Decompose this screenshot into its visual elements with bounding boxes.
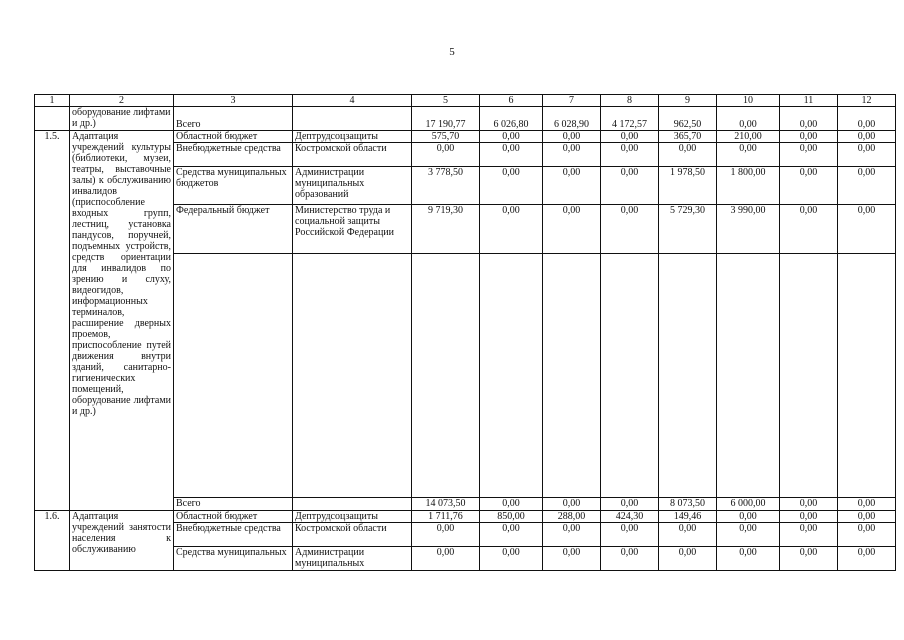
amount-cell: 0,00	[659, 523, 717, 547]
table-row	[35, 107, 896, 131]
executor-cell: Костромской области	[293, 523, 412, 547]
amount-cell: 0,00	[780, 131, 838, 143]
amount-cell: 0,00	[838, 131, 896, 143]
amount-cell: 0,00	[780, 547, 838, 571]
amount-cell: 0,00	[543, 131, 601, 143]
item-description: Адаптация учреждений культуры (библиотеки, музеи, театры, выставочные залы) к обслуживанию инвалидов (приспособление входных групп, лестниц, установка пандусов, поручней, подъемных устройств, средств ориентации для инвалидов по зрению и слуху, видеогидов, информационных терминалов, расширение дверных проемов, приспособление путей движения внутри зданий, санитарно-гигиенических помещений, оборудование лифтами и др.)	[70, 131, 174, 511]
amount-cell	[717, 254, 780, 498]
amount-cell: 0,00	[717, 107, 780, 131]
amount-cell: 0,00	[601, 131, 659, 143]
funding-source: Средства муниципальных	[174, 547, 293, 571]
amount-cell: 288,00	[543, 511, 601, 523]
amount-cell: 0,00	[480, 547, 543, 571]
amount-cell: 0,00	[480, 523, 543, 547]
amount-cell: 6 026,80	[480, 107, 543, 131]
amount-cell: 0,00	[412, 523, 480, 547]
funding-source: Областной бюджет	[174, 131, 293, 143]
column-number: 12	[838, 95, 896, 107]
funding-source: Внебюджетные средства	[174, 523, 293, 547]
amount-cell: 0,00	[412, 547, 480, 571]
amount-cell: 0,00	[717, 143, 780, 167]
amount-cell: 0,00	[780, 498, 838, 511]
funding-source: Внебюджетные средства	[174, 143, 293, 167]
amount-cell: 1 711,76	[412, 511, 480, 523]
column-number: 5	[412, 95, 480, 107]
executor-cell: Администрации муниципальных	[293, 547, 412, 571]
column-number: 6	[480, 95, 543, 107]
column-number-row	[35, 95, 896, 107]
amount-cell: 0,00	[717, 511, 780, 523]
funding-source: Всего	[174, 107, 293, 131]
amount-cell: 3 990,00	[717, 205, 780, 254]
amount-cell: 0,00	[601, 547, 659, 571]
amount-cell: 0,00	[601, 205, 659, 254]
budget-table	[34, 94, 896, 571]
funding-source: Федеральный бюджет	[174, 205, 293, 254]
amount-cell: 0,00	[543, 523, 601, 547]
amount-cell: 0,00	[601, 167, 659, 205]
amount-cell: 0,00	[601, 523, 659, 547]
amount-cell	[601, 254, 659, 498]
page-number: 5	[449, 46, 455, 58]
column-number: 7	[543, 95, 601, 107]
amount-cell: 0,00	[838, 498, 896, 511]
amount-cell: 5 729,30	[659, 205, 717, 254]
amount-cell: 0,00	[480, 498, 543, 511]
column-number: 3	[174, 95, 293, 107]
amount-cell	[780, 254, 838, 498]
amount-cell: 962,50	[659, 107, 717, 131]
amount-cell: 0,00	[659, 547, 717, 571]
amount-cell: 0,00	[780, 523, 838, 547]
funding-source: Средства муниципальных бюджетов	[174, 167, 293, 205]
amount-cell: 0,00	[838, 205, 896, 254]
column-number: 10	[717, 95, 780, 107]
column-number: 1	[35, 95, 70, 107]
amount-cell: 0,00	[543, 547, 601, 571]
funding-source: Всего	[174, 498, 293, 511]
amount-cell: 0,00	[838, 547, 896, 571]
executor-cell	[293, 498, 412, 511]
amount-cell: 0,00	[543, 205, 601, 254]
amount-cell: 575,70	[412, 131, 480, 143]
amount-cell: 424,30	[601, 511, 659, 523]
amount-cell: 0,00	[543, 167, 601, 205]
amount-cell: 0,00	[412, 143, 480, 167]
amount-cell: 17 190,77	[412, 107, 480, 131]
amount-cell: 0,00	[601, 498, 659, 511]
amount-cell: 6 000,00	[717, 498, 780, 511]
amount-cell: 850,00	[480, 511, 543, 523]
executor-cell: Администрации муниципальных образований	[293, 167, 412, 205]
item-number: 1.5.	[35, 131, 70, 511]
amount-cell: 3 778,50	[412, 167, 480, 205]
executor-cell	[293, 107, 412, 131]
amount-cell: 4 172,57	[601, 107, 659, 131]
amount-cell: 0,00	[838, 523, 896, 547]
amount-cell: 0,00	[780, 511, 838, 523]
amount-cell: 0,00	[480, 167, 543, 205]
amount-cell: 1 978,50	[659, 167, 717, 205]
amount-cell: 14 073,50	[412, 498, 480, 511]
amount-cell: 0,00	[780, 107, 838, 131]
item-description: оборудование лифтами и др.)	[70, 107, 174, 131]
funding-source	[174, 254, 293, 498]
amount-cell	[412, 254, 480, 498]
amount-cell: 9 719,30	[412, 205, 480, 254]
amount-cell: 0,00	[601, 143, 659, 167]
amount-cell: 0,00	[717, 523, 780, 547]
funding-source: Областной бюджет	[174, 511, 293, 523]
amount-cell: 0,00	[780, 143, 838, 167]
column-number: 11	[780, 95, 838, 107]
item-description: Адаптация учреждений занятости населения к обслуживанию	[70, 511, 174, 571]
column-number: 8	[601, 95, 659, 107]
amount-cell: 0,00	[838, 107, 896, 131]
amount-cell: 0,00	[480, 143, 543, 167]
amount-cell: 6 028,90	[543, 107, 601, 131]
amount-cell: 0,00	[480, 205, 543, 254]
amount-cell: 0,00	[780, 167, 838, 205]
amount-cell: 0,00	[838, 511, 896, 523]
table-row	[35, 511, 896, 523]
executor-cell	[293, 254, 412, 498]
item-number-cell	[35, 107, 70, 131]
amount-cell: 365,70	[659, 131, 717, 143]
executor-cell: Министерство труда и социальной защиты Российской Федерации	[293, 205, 412, 254]
amount-cell: 149,46	[659, 511, 717, 523]
executor-cell: Дептрудсоцзащиты	[293, 131, 412, 143]
amount-cell	[659, 254, 717, 498]
amount-cell: 8 073,50	[659, 498, 717, 511]
table-row	[35, 131, 896, 143]
column-number: 9	[659, 95, 717, 107]
amount-cell: 0,00	[838, 143, 896, 167]
amount-cell: 0,00	[838, 167, 896, 205]
amount-cell	[543, 254, 601, 498]
column-number: 2	[70, 95, 174, 107]
amount-cell: 0,00	[480, 131, 543, 143]
amount-cell	[480, 254, 543, 498]
executor-cell: Костромской области	[293, 143, 412, 167]
amount-cell: 0,00	[659, 143, 717, 167]
amount-cell	[838, 254, 896, 498]
amount-cell: 0,00	[543, 143, 601, 167]
executor-cell: Дептрудсоцзащиты	[293, 511, 412, 523]
amount-cell: 0,00	[717, 547, 780, 571]
amount-cell: 1 800,00	[717, 167, 780, 205]
amount-cell: 0,00	[780, 205, 838, 254]
amount-cell: 0,00	[543, 498, 601, 511]
item-number: 1.6.	[35, 511, 70, 571]
amount-cell: 210,00	[717, 131, 780, 143]
column-number: 4	[293, 95, 412, 107]
